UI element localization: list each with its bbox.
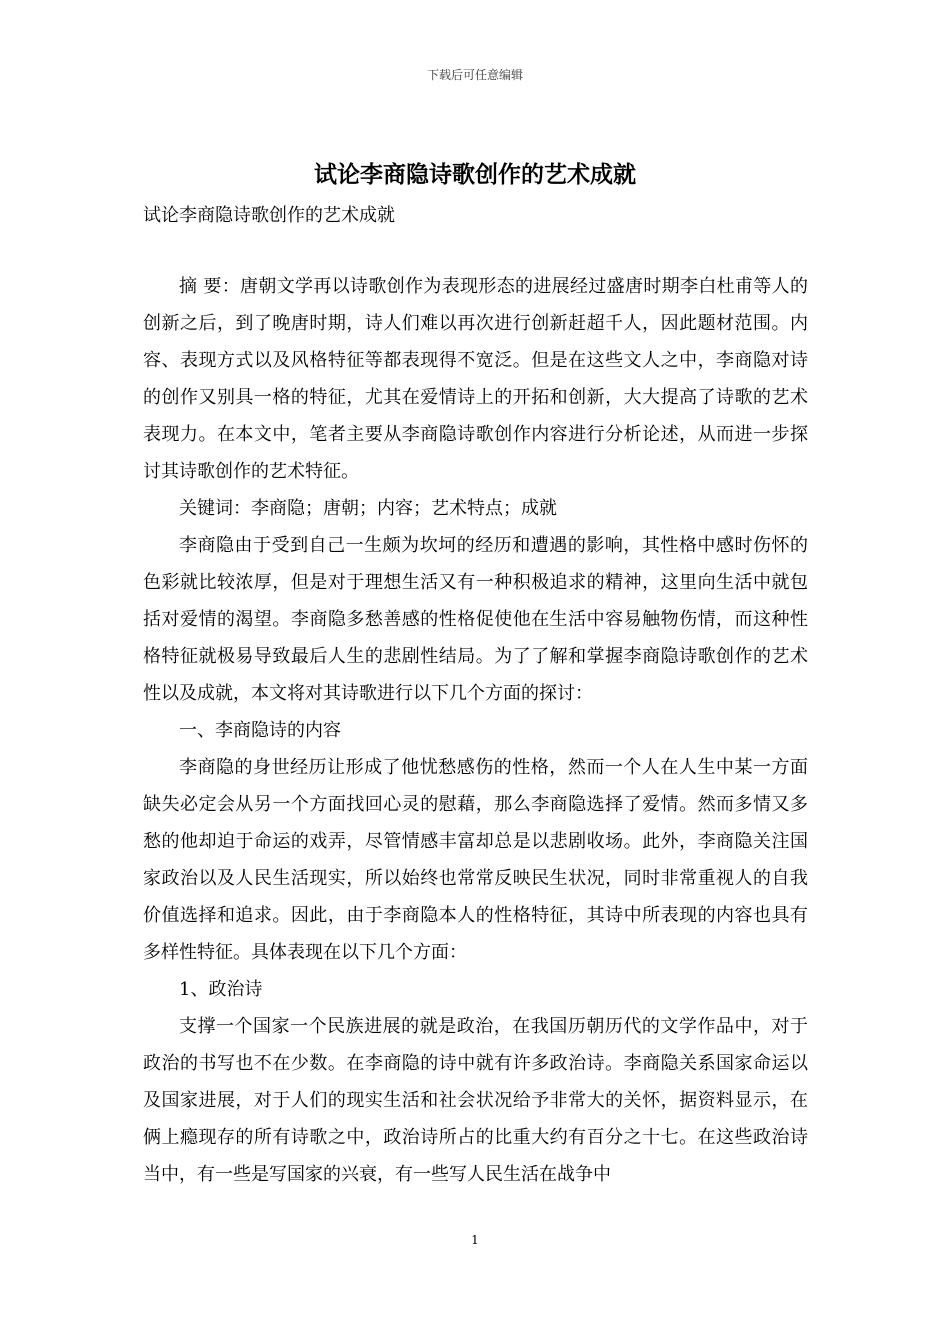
document-title: 试论李商隐诗歌创作的艺术成就 [314,161,636,188]
keywords-paragraph: 关键词：李商隐；唐朝；内容；艺术特点；成就 [179,498,557,519]
abstract-paragraph: 摘 要：唐朝文学再以诗歌创作为表现形态的进展经过盛唐时期李白杜甫等人的创新之后，到了晚唐时期，诗人们难以再次进行创新赶超千人，因此题材范围。内容、表现方式以及风格特征等都表现得不宽泛。但是在这些文人之中，李商隐对诗的创作又别具一格的特征，尤其在爱情诗上的开拓和创新，大大提高了诗歌的艺术表现力。在本文中，笔者主要从李商隐诗歌创作内容进行分析论述，从而进一步探讨其诗歌创作的艺术特征。 [143,276,808,482]
page-number: 1 [471,1233,479,1247]
body-paragraph: 李商隐由于受到自己一生颇为坎坷的经历和遭遇的影响，其性格中感时伤怀的色彩就比较浓厚，但是对于理想生活又有一种积极追求的精神，这里向生活中就包括对爱情的渴望。李商隐多愁善感的性格促使他在生活中容易触物伤情，而这种性格特征就极易导致最后人生的悲剧性结局。为了了解和掌握李商隐诗歌创作的艺术性以及成就，本文将对其诗歌进行以下几个方面的探讨： [143,535,808,704]
document-subtitle: 试论李商隐诗歌创作的艺术成就 [143,205,395,226]
document-body [143,268,808,1193]
body-paragraph: 支撑一个国家一个民族进展的就是政治，在我国历朝历代的文学作品中，对于政治的书写也不在少数。在李商隐的诗中就有许多政治诗。李商隐关系国家命运以及国家进展，对于人们的现实生活和社会状况给予非常大的关怀，据资料显示，在俩上瘾现存的所有诗歌之中，政治诗所占的比重大约有百分之十七。在这些政治诗当中，有一些是写国家的兴衰，有一些写人民生活在战争中 [143,1016,808,1185]
body-paragraph: 李商隐的身世经历让形成了他忧愁感伤的性格，然而一个人在人生中某一方面缺失必定会从另一个方面找回心灵的慰藉，那么李商隐选择了爱情。然而多情又多愁的他却迫于命运的戏弄，尽管情感丰富却总是以悲剧收场。此外，李商隐关注国家政治以及人民生活现实，所以始终也常常反映民生状况，同时非常重视人的自我价值选择和追求。因此，由于李商隐本人的性格特征，其诗中所表现的内容也具有多样性特征。具体表现在以下几个方面： [143,757,808,963]
page-header: 下载后可任意编辑 [426,68,523,82]
subsection-heading: 1、政治诗 [179,979,263,1000]
section-heading: 一、李商隐诗的内容 [179,720,341,741]
